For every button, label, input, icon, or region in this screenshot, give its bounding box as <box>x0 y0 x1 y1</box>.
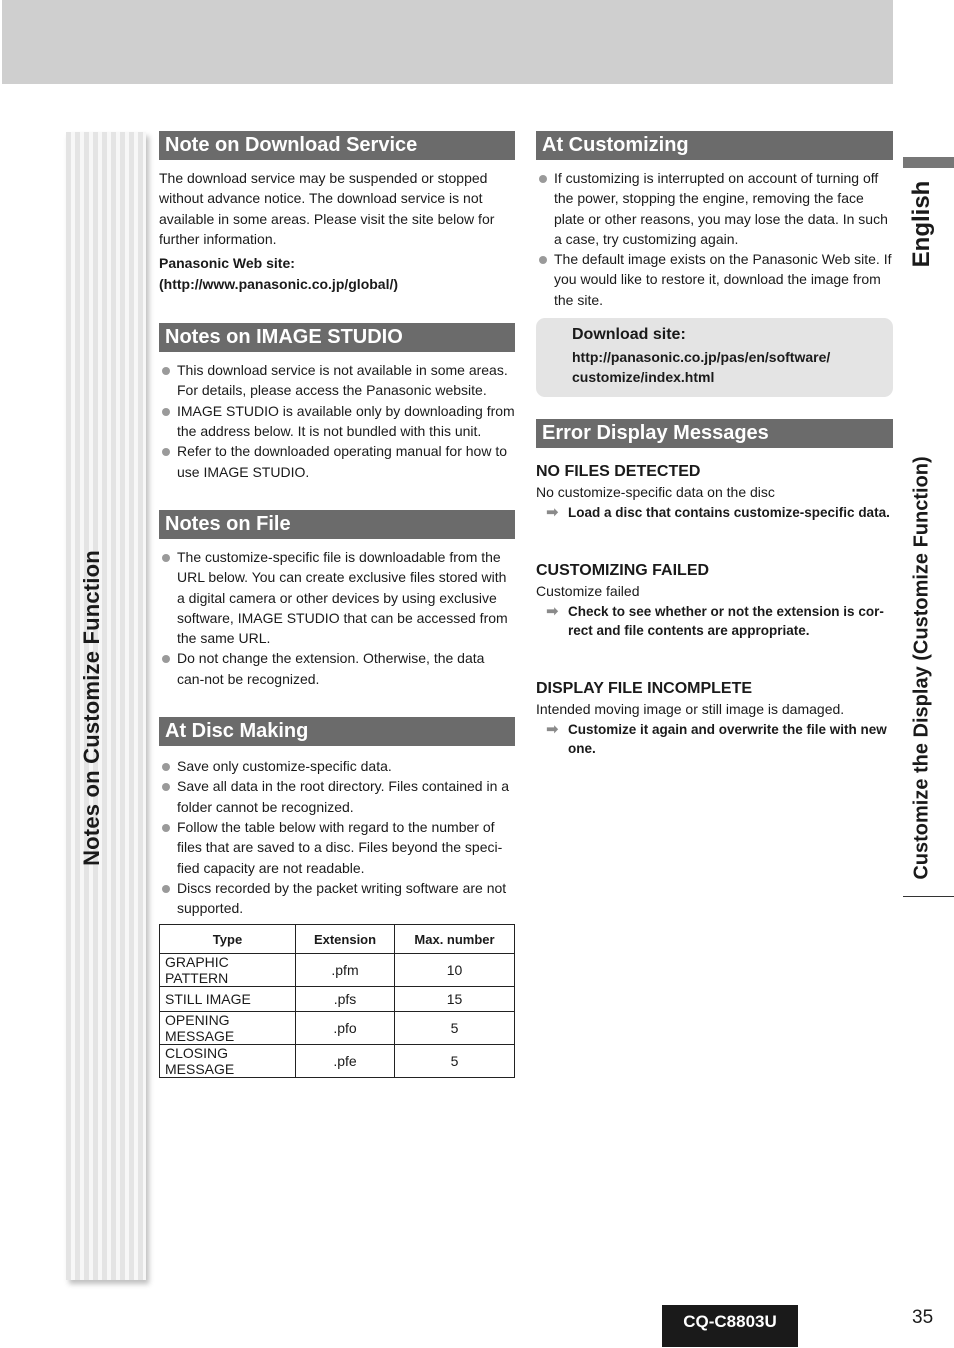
error-description: Intended moving image or still image is damaged. <box>536 701 845 718</box>
side-strip <box>66 132 146 1280</box>
error-title: NO FILES DETECTED <box>536 463 701 481</box>
error-item <box>536 561 893 640</box>
download-service-text: The download service may be suspended or stopped without advance notice. The download service is not available in some areas. Please visit the site below for further information. <box>159 170 495 247</box>
file-limit-table <box>159 924 515 1078</box>
column-header: Type <box>160 925 296 954</box>
image-studio-section <box>159 323 515 482</box>
list-item: The default image exists on the Panasonic Web site. If you would like to restore it, download the image from the site. <box>536 249 893 310</box>
web-site-url: (http://www.panasonic.co.jp/global/) <box>159 276 399 293</box>
list-item: Discs recorded by the packet writing software are not supported. <box>159 878 515 919</box>
list-item: Refer to the downloaded operating manual for how to use IMAGE STUDIO. <box>159 441 515 482</box>
arrow-right-icon: ➡ <box>546 603 559 621</box>
table-cell: 10 <box>395 954 515 987</box>
error-title: DISPLAY FILE INCOMPLETE <box>536 680 753 698</box>
bullet-list <box>159 360 515 482</box>
table-cell: .pfs <box>296 987 395 1012</box>
bullet-icon <box>162 885 170 893</box>
section-heading: Note on Download Service <box>159 131 515 160</box>
bullet-icon <box>162 408 170 416</box>
bullet-icon <box>539 175 547 183</box>
list-item: Do not change the extension. Otherwise, the data can-not be recognized. <box>159 648 515 689</box>
section-heading: Notes on IMAGE STUDIO <box>159 323 515 352</box>
download-site-url: http://panasonic.co.jp/pas/en/software/ customize/index.html <box>572 349 831 386</box>
table-row <box>160 1045 515 1078</box>
list-item: Save only customize-specific data. <box>159 756 515 776</box>
table-cell: STILL IMAGE <box>160 987 296 1012</box>
table-cell: OPENING MESSAGE <box>160 1012 296 1045</box>
page-number: 35 <box>912 1307 934 1328</box>
bullet-icon <box>162 448 170 456</box>
list-item: Follow the table below with regard to the number of files that are saved to a disc. Files beyond the speci-fied capacity are not readable. <box>159 817 515 878</box>
model-badge: CQ-C8803U <box>662 1305 798 1347</box>
table-cell: CLOSING MESSAGE <box>160 1045 296 1078</box>
web-site-label: Panasonic Web site: <box>159 255 295 272</box>
chapter-divider <box>903 896 954 897</box>
table-cell: 15 <box>395 987 515 1012</box>
bullet-icon <box>162 655 170 663</box>
download-site-box <box>536 318 893 397</box>
list-item: IMAGE STUDIO is available only by downloading from the address below. It is not bundled with this unit. <box>159 401 515 442</box>
error-item <box>536 462 893 522</box>
section-heading: At Disc Making <box>159 717 515 746</box>
bullet-list <box>159 756 515 918</box>
header-band <box>2 0 893 84</box>
table-row <box>160 1012 515 1045</box>
file-section <box>159 510 515 689</box>
customizing-section <box>536 131 893 310</box>
list-item: Save all data in the root directory. Files contained in a folder cannot be recognized. <box>159 776 515 817</box>
bullet-icon <box>162 783 170 791</box>
table-cell: .pfm <box>296 954 395 987</box>
column-header: Extension <box>296 925 395 954</box>
table-cell: .pfe <box>296 1045 395 1078</box>
table-row <box>160 954 515 987</box>
bullet-list <box>536 168 893 310</box>
table-cell: .pfo <box>296 1012 395 1045</box>
table-row <box>160 987 515 1012</box>
error-title: CUSTOMIZING FAILED <box>536 562 710 580</box>
disc-making-section <box>159 717 515 1078</box>
list-item: This download service is not available in some areas. For details, please access the Panasonic website. <box>159 360 515 401</box>
download-site-label: Download site: <box>572 326 686 344</box>
error-remedy: ➡ Customize it again and overwrite the file with new one. <box>546 721 887 757</box>
error-description: Customize failed <box>536 583 640 600</box>
table-cell: 5 <box>395 1012 515 1045</box>
section-heading: At Customizing <box>536 131 893 160</box>
bullet-icon <box>539 256 547 264</box>
arrow-right-icon: ➡ <box>546 504 559 522</box>
list-item: The customize-specific file is downloadable from the URL below. You can create exclusive files stored with a digital camera or other devices by using exclusive software, IMAGE STUDIO that can be accessed from the same URL. <box>159 547 515 648</box>
bullet-icon <box>162 367 170 375</box>
language-tab-marker <box>903 157 954 168</box>
error-item <box>536 679 893 758</box>
arrow-right-icon: ➡ <box>546 721 559 739</box>
bullet-icon <box>162 824 170 832</box>
error-remedy: ➡ Check to see whether or not the extension is cor-rect and file contents are appropriate. <box>546 603 884 639</box>
error-description: No customize-specific data on the disc <box>536 484 775 501</box>
table-cell: 5 <box>395 1045 515 1078</box>
table-cell: GRAPHIC PATTERN <box>160 954 296 987</box>
download-service-section <box>159 131 515 295</box>
error-remedy: ➡ Load a disc that contains customize-specific data. <box>546 504 890 522</box>
table-header-row <box>160 925 515 954</box>
right-column <box>536 131 893 758</box>
error-messages-section <box>536 419 893 758</box>
section-heading: Notes on File <box>159 510 515 539</box>
bullet-icon <box>162 554 170 562</box>
section-heading: Error Display Messages <box>536 419 893 448</box>
left-column <box>159 131 515 1078</box>
bullet-list <box>159 547 515 689</box>
column-header: Max. number <box>395 925 515 954</box>
list-item: If customizing is interrupted on account of turning off the power, stopping the engine, removing the face plate or other reasons, you may lose the data. In such a case, try customizing again. <box>536 168 893 249</box>
bullet-icon <box>162 763 170 771</box>
